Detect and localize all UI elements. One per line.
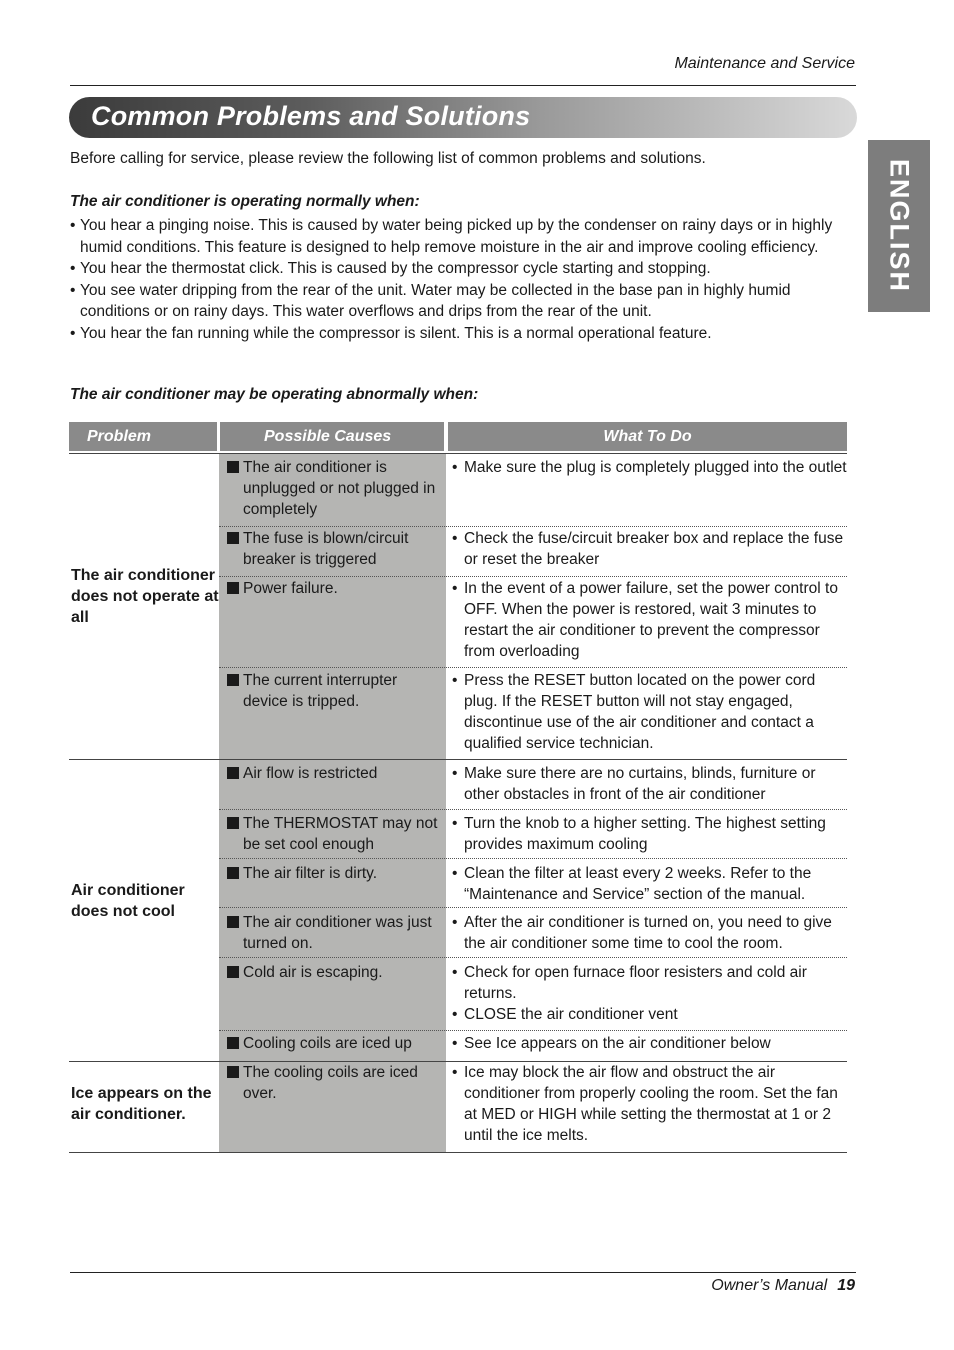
- action-item: • Make sure the plug is completely plugged into the outlet: [452, 457, 847, 478]
- row-divider: [219, 907, 847, 908]
- list-item: • You see water dripping from the rear of the unit. Water may be collected in the base pan in highly humid conditions or on rainy days. This water overflows and drips from the rear of the unit.: [70, 280, 840, 323]
- cause-item: The air conditioner was just turned on.: [227, 912, 442, 954]
- problem-label: The air conditioner does not operate at all: [71, 567, 219, 626]
- action-cell: [452, 912, 847, 954]
- action-item: • Ice may block the air flow and obstruct the air conditioner from properly cooling the room. Set the fan at MED or HIGH while setting the thermostat at 1 or 2 until the ice melts.: [452, 1062, 847, 1146]
- action-item: • Check the fuse/circuit breaker box and replace the fuse or reset the breaker: [452, 528, 847, 570]
- cause-item: The cooling coils are iced over.: [227, 1062, 442, 1104]
- footer: [711, 1277, 855, 1295]
- cause-item: The current interrupter device is tripped.: [227, 670, 442, 712]
- cause-item: The THERMOSTAT may not be set cool enough: [227, 813, 442, 855]
- action-cell: [452, 813, 847, 855]
- list-item: • You hear the fan running while the compressor is silent. This is a normal operational feature.: [70, 323, 840, 345]
- list-item: • You hear a pinging noise. This is caused by water being picked up by the condenser on rainy days or in highly humid conditions. This feature is designed to help remove moisture in the air and improve cooling efficiency.: [70, 215, 840, 258]
- action-item: • Clean the filter at least every 2 weeks. Refer to the “Maintenance and Service” section of the manual.: [452, 863, 847, 905]
- page-title: Common Problems and Solutions: [91, 101, 531, 131]
- action-item: • In the event of a power failure, set the power control to OFF. When the power is restored, wait 3 minutes to restart the air conditioner to prevent the compressor from overloading: [452, 578, 847, 662]
- problem-label: Air conditioner does not cool: [71, 882, 185, 920]
- action-cell: [452, 1033, 847, 1054]
- cause-item: Cooling coils are iced up: [227, 1033, 442, 1054]
- header-rule: [70, 85, 856, 86]
- language-label: ENGLISH: [884, 158, 915, 294]
- normal-operation-heading: The air conditioner is operating normally when:: [70, 193, 420, 210]
- intro-text: Before calling for service, please review the following list of common problems and solutions.: [70, 150, 706, 167]
- column-header-what-to-do: What To Do: [448, 422, 847, 451]
- action-cell: [452, 763, 847, 805]
- row-divider: [219, 1030, 847, 1031]
- table-top-rule: [69, 453, 847, 454]
- action-cell: [452, 962, 847, 1025]
- action-item: • CLOSE the air conditioner vent: [452, 1004, 847, 1025]
- row-divider: [219, 957, 847, 958]
- row-divider: [219, 858, 847, 859]
- cause-item: Power failure.: [227, 578, 442, 599]
- action-item: • See Ice appears on the air conditioner below: [452, 1033, 847, 1054]
- row-divider: [219, 576, 847, 577]
- action-cell: [452, 578, 847, 662]
- action-item: • After the air conditioner is turned on, you need to give the air conditioner some time to cool the room.: [452, 912, 847, 954]
- cause-item: Cold air is escaping.: [227, 962, 442, 983]
- manual-name: Owner’s Manual: [711, 1277, 828, 1294]
- table-bottom-rule: [69, 1152, 847, 1153]
- normal-operation-list: [70, 215, 840, 344]
- row-divider: [219, 526, 847, 527]
- action-cell: [452, 457, 847, 478]
- cause-item: The air filter is dirty.: [227, 863, 442, 884]
- action-cell: [452, 863, 847, 905]
- action-item: • Turn the knob to a higher setting. The highest setting provides maximum cooling: [452, 813, 847, 855]
- row-divider: [219, 667, 847, 668]
- problem-label: Ice appears on the air conditioner.: [71, 1085, 212, 1123]
- section-header: Maintenance and Service: [674, 55, 855, 72]
- language-tab: [868, 140, 930, 312]
- column-header-causes: Possible Causes: [220, 422, 444, 451]
- group-divider: [69, 759, 847, 760]
- list-item: • You hear the thermostat click. This is caused by the compressor cycle starting and stopping.: [70, 258, 840, 280]
- page-number: 19: [837, 1277, 855, 1294]
- action-item: • Make sure there are no curtains, blinds, furniture or other obstacles in front of the air conditioner: [452, 763, 847, 805]
- cause-item: The air conditioner is unplugged or not plugged in completely: [227, 457, 442, 520]
- cause-item: The fuse is blown/circuit breaker is triggered: [227, 528, 442, 570]
- action-cell: [452, 670, 847, 754]
- cause-item: Air flow is restricted: [227, 763, 442, 784]
- action-cell: [452, 1062, 847, 1146]
- action-item: • Press the RESET button located on the power cord plug. If the RESET button will not stay engaged, discontinue use of the air conditioner and contact a qualified service technician.: [452, 670, 847, 754]
- action-item: • Check for open furnace floor resisters and cold air returns.: [452, 962, 847, 1004]
- footer-rule: [70, 1272, 856, 1273]
- row-divider: [219, 809, 847, 810]
- title-bar: [69, 97, 857, 138]
- abnormal-operation-heading: The air conditioner may be operating abnormally when:: [70, 386, 479, 403]
- action-cell: [452, 528, 847, 570]
- column-header-problem: Problem: [69, 422, 217, 451]
